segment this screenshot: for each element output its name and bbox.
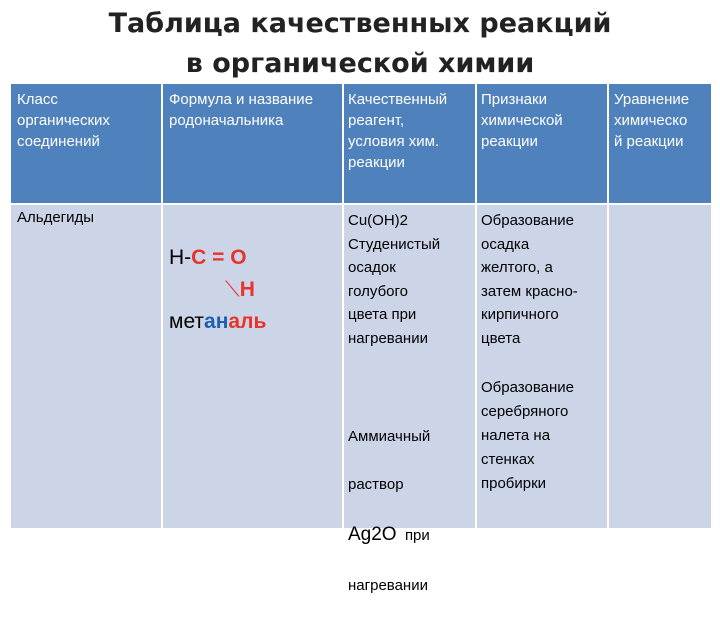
cell-equation-empty	[614, 207, 709, 525]
formula-name: метаналь	[169, 310, 267, 333]
cell-class-aldehydes: Альдегиды	[17, 209, 95, 226]
page-title	[0, 4, 720, 84]
column-divider	[475, 84, 477, 528]
column-divider	[607, 84, 609, 528]
header-formula: Формула и название родоначальника	[169, 91, 314, 129]
cell-reagent-cuoh2: Cu(OH)2 Студенистый осадок голубого цвета при нагревании	[348, 212, 441, 347]
title-line-1: Таблица качественных реакций	[108, 8, 612, 39]
cell-signs-cuoh2: Образование осадка желтого, а затем красно- кирпичного цвета	[481, 212, 578, 347]
title-line-2: в органической химии	[185, 48, 535, 79]
row-divider	[11, 203, 711, 205]
header-reagent: Качественный реагент, условия хим. реакции	[348, 91, 448, 171]
formula-line-2: ⟍H	[225, 278, 255, 301]
column-divider	[342, 84, 344, 528]
reactions-table	[11, 84, 711, 594]
header-class: Класс органических соединений	[17, 91, 110, 150]
ag2o-formula: Ag2O	[348, 524, 397, 545]
cell-formula	[169, 242, 339, 338]
header-equation: Уравнение химическо й реакции	[614, 91, 690, 150]
cell-reagent-ag2o: Аммиачный раствор Ag2O при нагревании	[348, 428, 431, 594]
column-divider	[161, 84, 163, 528]
cell-signs-ag2o: Образование серебряного налета на стенках пробирки	[481, 379, 574, 492]
formula-line-1: H-C = O	[169, 246, 247, 269]
bond-symbol: ⟍	[225, 278, 240, 301]
header-signs: Признаки химической реакции	[481, 91, 563, 150]
